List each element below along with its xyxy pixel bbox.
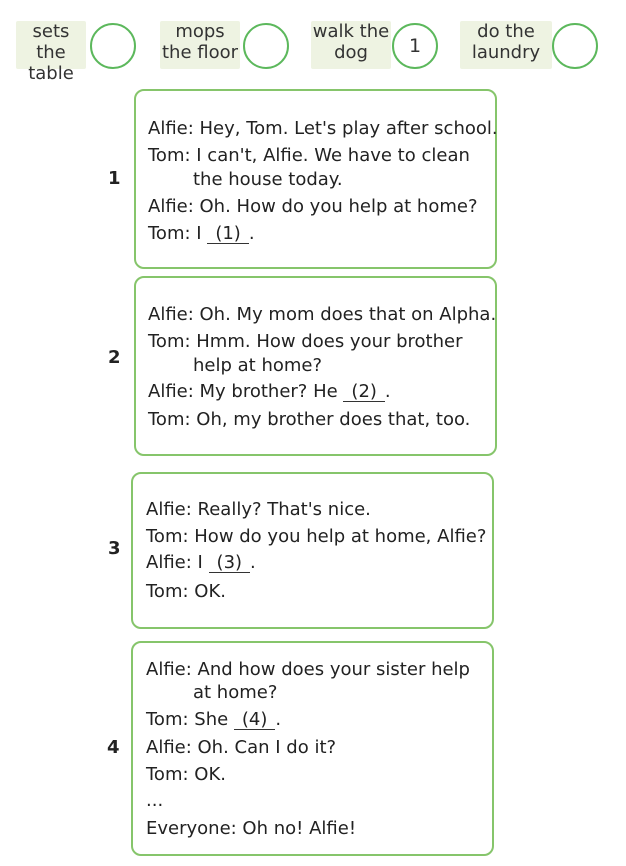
answer-circle[interactable] [243,23,289,69]
option-text-line: laundry [471,42,541,63]
option-text-line: walk the [312,21,390,42]
panel-number: 4 [107,737,120,758]
dialogue-line: at home? [193,682,278,703]
dialogue-line: Tom: I can't, Alfie. We have to clean [148,145,470,166]
dialogue-line: Alfie: Really? That's nice. [146,499,371,520]
dialogue-line: Alfie: Hey, Tom. Let's play after school. [148,118,498,139]
dialogue-panel [131,472,494,629]
option-label [460,21,552,69]
answer-blank: (3) [209,553,251,573]
line-text: . [250,552,256,573]
dialogue-line: Tom: How do you help at home, Alfie? [146,526,487,547]
dialogue-line: Tom: Oh, my brother does that, too. [148,409,471,430]
dialogue-line [146,552,256,574]
option-text-line: sets the [32,21,70,63]
option-text-line: do the [477,21,535,42]
line-text: . [248,223,255,244]
option-label [311,21,391,69]
option-text-line: dog [334,42,368,63]
option-label [160,21,240,69]
answer-circle[interactable] [552,23,598,69]
panel-number: 2 [108,347,121,368]
option-text-line: table [28,63,74,84]
answer-value: 1 [408,35,422,57]
dialogue-line: Tom: Hmm. How does your brother [148,331,463,352]
dialogue-line: help at home? [193,355,323,376]
dialogue-line: the house today. [193,169,343,190]
line-text: . [384,381,391,402]
ellipsis: ... [146,790,164,811]
line-text: Alfie: My brother? He [148,381,344,402]
panel-number: 1 [108,168,121,189]
dialogue-line [146,709,281,731]
option-text-line: the floor [161,42,239,63]
answer-circle[interactable] [90,23,136,69]
dialogue-line: Everyone: Oh no! Alfie! [146,818,357,839]
answer-blank: (2) [343,382,385,402]
line-text: . [275,709,282,730]
line-text: Alfie: I [146,552,209,573]
dialogue-line: Tom: OK. [146,764,226,785]
dialogue-line: Alfie: Oh. Can I do it? [146,737,337,758]
answer-blank: (1) [207,224,249,244]
answer-blank: (4) [234,710,276,730]
line-text: Tom: She [146,709,234,730]
answer-circle[interactable] [392,23,438,69]
dialogue-line [148,223,255,245]
dialogue-line: Alfie: Oh. How do you help at home? [148,196,478,217]
line-text: Tom: I [148,223,208,244]
option-text-line: mops [175,21,225,42]
dialogue-line: Alfie: And how does your sister help [146,659,470,680]
dialogue-line [148,381,391,403]
option-label [16,21,86,84]
dialogue-line: Tom: OK. [146,581,226,602]
dialogue-line: Alfie: Oh. My mom does that on Alpha. [148,304,497,325]
panel-number: 3 [108,538,121,559]
